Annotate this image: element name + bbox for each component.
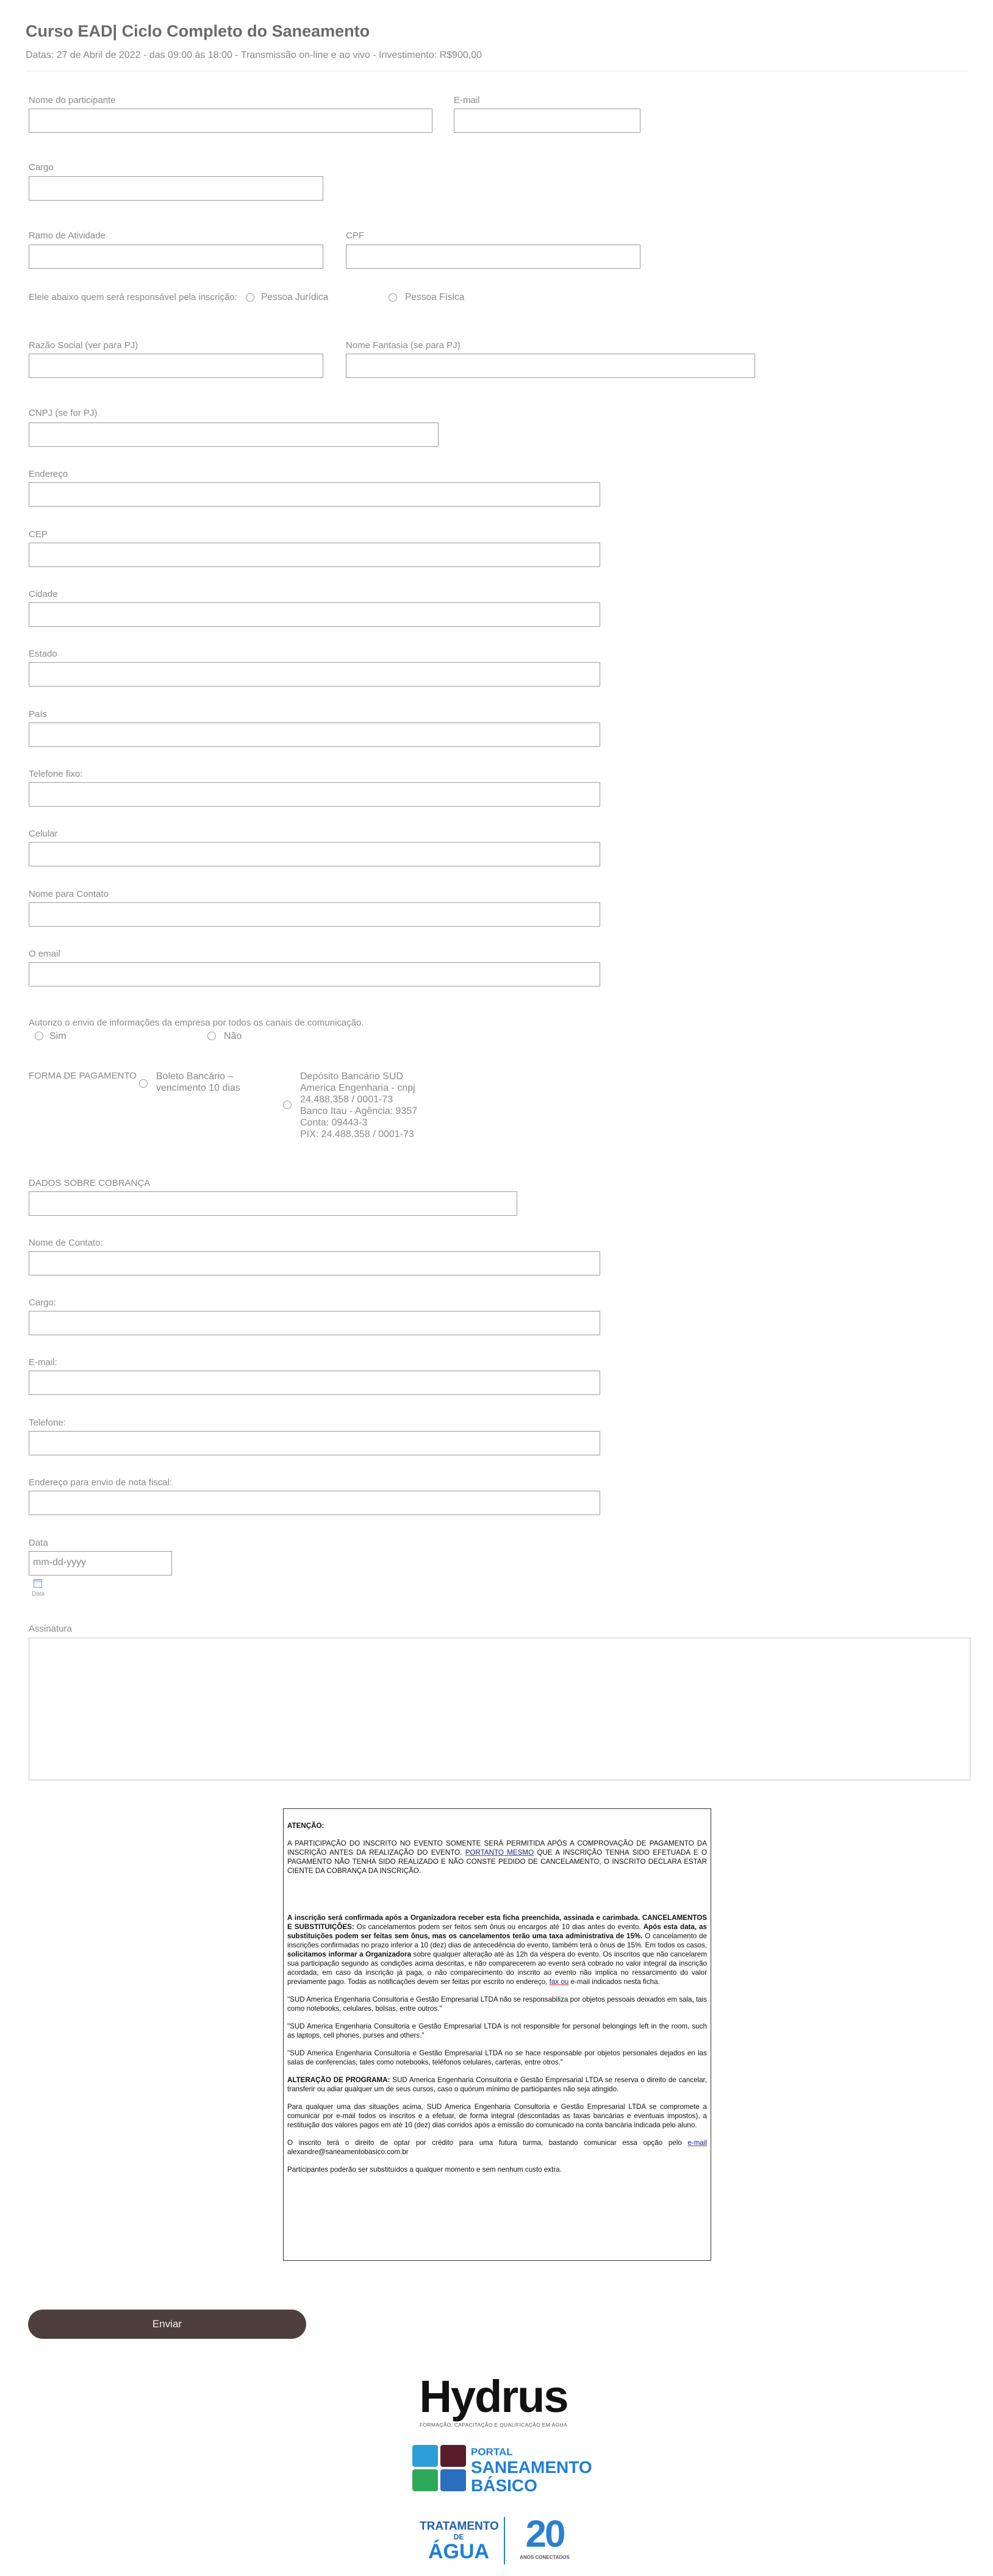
ramo-input[interactable] [29, 244, 323, 269]
sim-label: Sim [49, 1031, 66, 1041]
celular-input[interactable] [29, 842, 600, 866]
calendar-icon[interactable] [34, 1579, 42, 1588]
deposito-radio[interactable] [283, 1101, 292, 1109]
endereco-input[interactable] [29, 482, 600, 507]
submit-button[interactable]: Enviar [28, 2310, 306, 2339]
forma-pagamento-label: FORMA DE PAGAMENTO [29, 1071, 137, 1081]
nome-fantasia-input[interactable] [346, 354, 755, 378]
cobranca-email-input[interactable] [29, 1371, 600, 1395]
hydrus-tagline: FORMAÇÃO, CAPACITAÇÃO E QUALIFICAÇÃO EM ÁGUA [420, 2422, 567, 2428]
agua-label: ÁGUA [428, 2540, 490, 2563]
deposito-line-6: PIX: 24.488.358 / 0001-73 [300, 1129, 414, 1140]
hydrus-logo [418, 2371, 568, 2428]
boleto-label-2: vencimento 10 dias [156, 1083, 240, 1093]
cobranca-cargo-label: Cargo: [29, 1297, 57, 1308]
cobranca-cargo-input[interactable] [29, 1311, 600, 1335]
portal-saneamento-logo [412, 2442, 592, 2495]
hydrus-wordmark: Hydrus [419, 2371, 568, 2422]
date-input[interactable]: mm-dd-yyyy [29, 1551, 172, 1575]
notice-paragraph-4: "SUD America Engenharia Consultoria e Gestão Empresarial LTDA is not responsible for personal belongings left in the room, such as laptops, cell phones, purses and others." [287, 2022, 707, 2039]
tratamento-agua-logo [420, 2513, 584, 2568]
cobranca-nome-contato-input[interactable] [29, 1251, 600, 1276]
dados-cobranca-input[interactable] [29, 1191, 517, 1216]
saneamento-label: SANEAMENTO [471, 2458, 592, 2477]
razao-social-label: Razão Social (ver para PJ) [29, 340, 138, 351]
notice-paragraph-5: "SUD America Engenharia Consultoria e Gestão Empresarial LTDA no se hace responsable por objetos personales dejados en las salas de conferencias, tales como notebooks, teléfonos celulares, carteras, entre otros." [287, 2049, 707, 2066]
dados-cobranca-label: DADOS SOBRE COBRANÇA [29, 1178, 151, 1188]
cnpj-input[interactable] [29, 423, 439, 447]
nome-contato-label: Nome para Contato [29, 889, 109, 899]
telefone-fixo-label: Telefone fixo: [29, 769, 83, 779]
cnpj-label: CNPJ (se for PJ) [29, 408, 98, 418]
cpf-label: CPF [346, 230, 364, 241]
notice-paragraph-1: A PARTICIPAÇÃO DO INSCRITO NO EVENTO SOMENTE SERÁ PERMITIDA APÓS A COMPROVAÇÃO DE PAGAMENTO DA INSCRIÇÃO ANTES DA REALIZAÇÃO DO EVENTO. PORTANTO MESMO QUE A INSCRIÇÃO TENHA SIDO EFETUADA E O PAGAMENTO NÃO TENHA SIDO REALIZADO E NÃO CONSTE PEDIDO DE CANCELAMENTO, O INSCRITO DECLARA ESTAR CIENTE DA COBRANÇA DA INSCRIÇÃO. [287, 1839, 707, 1875]
nome-participante-label: Nome do participante [29, 95, 116, 105]
email-input[interactable] [454, 109, 640, 133]
pf-radio[interactable] [389, 293, 397, 302]
portal-label: PORTAL [471, 2446, 513, 2458]
cep-input[interactable] [29, 543, 600, 567]
terms-notice-box [283, 1808, 711, 2261]
estado-input[interactable] [29, 662, 600, 687]
o-email-label: O email [29, 949, 60, 959]
nao-radio[interactable] [207, 1032, 216, 1040]
assinatura-label: Assinatura [29, 1624, 72, 1634]
o-email-input[interactable] [29, 962, 600, 987]
notice-paragraph-9: Participantes poderão ser substituídos a qualquer momento e sem nenhum custo extra. [287, 2166, 562, 2174]
autorizo-question: Autorizo o envio de informações da empresa por todos os canais de comunicação. [29, 1018, 364, 1028]
pj-label: Pessoa Jurídica [261, 292, 329, 302]
notice-atencao: ATENÇÃO: [287, 1822, 324, 1830]
deposito-line-3: 24.488.358 / 0001-73 [300, 1094, 393, 1105]
nome-fantasia-label: Nome Fantasia (se para PJ) [346, 340, 461, 351]
notice-paragraph-2: A inscrição será confirmada após a Organizadora receber esta ficha preenchida, assinada e carimbada. CANCELAMENTOS E SUBSTITUIÇÕES: Os cancelamentos podem ser feitos sem ônus ou encargos até 10 dias antes do evento. Após esta data, as substituições podem ser feitas sem ônus, mas os cancelamentos terão uma taxa administrativa de 15%. O cancelamento de inscrições confirmadas no prazo inferior a 10 (dez) dias de antecedência do evento, também terá o ônus de 15%. Em todos os casos, solicitamos informar a Organizadora sobre qualquer alteração até às 12h da véspera do evento. Os inscritos que não cancelarem sua participação segundo as condições acima descritas, e não comparecerem ao evento será cobrado no valor integral da inscrição acordada, em caso da inscrição já paga, o não comparecimento do inscrito ao evento não implica no ressarcimento do valor previamente pago. Todas as notificações devem ser feitas por escrito no endereço, fax ou e-mail indicados nesta ficha. [287, 1914, 708, 1986]
cidade-input[interactable] [29, 602, 600, 627]
portal-tiles-icon [412, 2445, 466, 2491]
anos-label: ANOS CONECTADOS [520, 2555, 570, 2560]
cargo-input[interactable] [29, 176, 323, 201]
estado-label: Estado [29, 649, 57, 659]
endereco-label: Endereço [29, 469, 68, 479]
email-label: E-mail [454, 95, 480, 105]
cobranca-telefone-input[interactable] [29, 1431, 600, 1455]
boleto-label-1: Boleto Bancário – [156, 1071, 234, 1082]
cep-label: CEP [29, 529, 48, 540]
razao-social-input[interactable] [29, 354, 323, 378]
nome-participante-input[interactable] [29, 109, 432, 133]
boleto-radio[interactable] [139, 1079, 148, 1088]
sim-radio[interactable] [35, 1032, 43, 1040]
tratamento-de-label: DE [453, 2533, 464, 2541]
pais-label: País [29, 709, 48, 719]
data-label: Data [29, 1538, 48, 1548]
pais-input[interactable] [29, 722, 600, 747]
date-hint: Data [32, 1591, 45, 1597]
notice-paragraph-8: O inscrito terá o direito de optar por crédito para uma futura turma, bastando comunicar essa opção pelo e-mail alexandre@saneamentobasico.com.br [287, 2139, 707, 2156]
deposito-line-4: Banco Itau - Agência: 9357 [300, 1106, 418, 1116]
responsavel-question: Eleie abaixo quem será responsável pela inscrição: [29, 292, 237, 302]
pf-label: Pessoa Física [405, 292, 465, 302]
cpf-input[interactable] [346, 244, 640, 269]
ramo-label: Ramo de Atividade [29, 230, 106, 241]
deposito-line-5: Conta: 09443-3 [300, 1118, 368, 1128]
cobranca-endereco-label: Endereço para envio de nota fiscal: [29, 1477, 173, 1488]
tratamento-label: TRATAMENTO [420, 2520, 499, 2533]
deposito-line-1: Depósito Bancário SUD [300, 1071, 403, 1082]
nao-label: Não [224, 1031, 242, 1041]
nome-contato-input[interactable] [29, 902, 600, 927]
signature-pad[interactable] [29, 1638, 970, 1780]
anos-number: 20 [525, 2513, 564, 2555]
notice-paragraph-3: "SUD America Engenharia Consultoria e Gestão Empresarial LTDA não se responsabiliza por objetos pessoais deixados em sala, tais como notebooks, celulares, bolsas, entre outros." [287, 1996, 707, 2013]
notice-paragraph-7: Para qualquer uma das situações acima, SUD America Engenharia Consultoria e Gestão Empresarial LTDA se compromete a comunicar por e-mail todos os inscritos e a efetuar, de forma integral (descontadas as taxas bancárias e eventuais impostos), a restituição dos valores pagos em até 10 (dez) dias corridos após a emissão do comunicado na conta bancária indicada pelo aluno. [287, 2103, 707, 2129]
celular-label: Celular [29, 829, 58, 839]
basico-label: BÁSICO [471, 2476, 537, 2495]
cidade-label: Cidade [29, 589, 58, 599]
form-header [26, 18, 968, 71]
deposito-line-2: America Engenharia - cnpj [300, 1083, 415, 1093]
cargo-label: Cargo [29, 162, 54, 173]
cobranca-endereco-input[interactable] [29, 1491, 600, 1515]
page-title: Curso EAD| Ciclo Completo do Saneamento [26, 22, 370, 40]
notice-paragraph-6: ALTERAÇÃO DE PROGRAMA: SUD America Engenharia Consultoria e Gestão Empresarial LTDA se reserva o direito de cancelar, transferir ou adiar qualquer um de seus cursos, caso o quórum mínimo de participantes não seja atingido. [287, 2076, 707, 2093]
cobranca-email-label: E-mail: [29, 1357, 57, 1368]
cobranca-telefone-label: Telefone: [29, 1418, 66, 1428]
page-subtitle: Datas: 27 de Abril de 2022 - das 09:00 às 18:00 - Transmissão on-line e ao vivo - Investimento: R$900,00 [26, 50, 482, 60]
cobranca-nome-contato-label: Nome de Contato: [29, 1238, 103, 1248]
telefone-fixo-input[interactable] [29, 782, 600, 807]
pj-radio[interactable] [246, 293, 254, 302]
